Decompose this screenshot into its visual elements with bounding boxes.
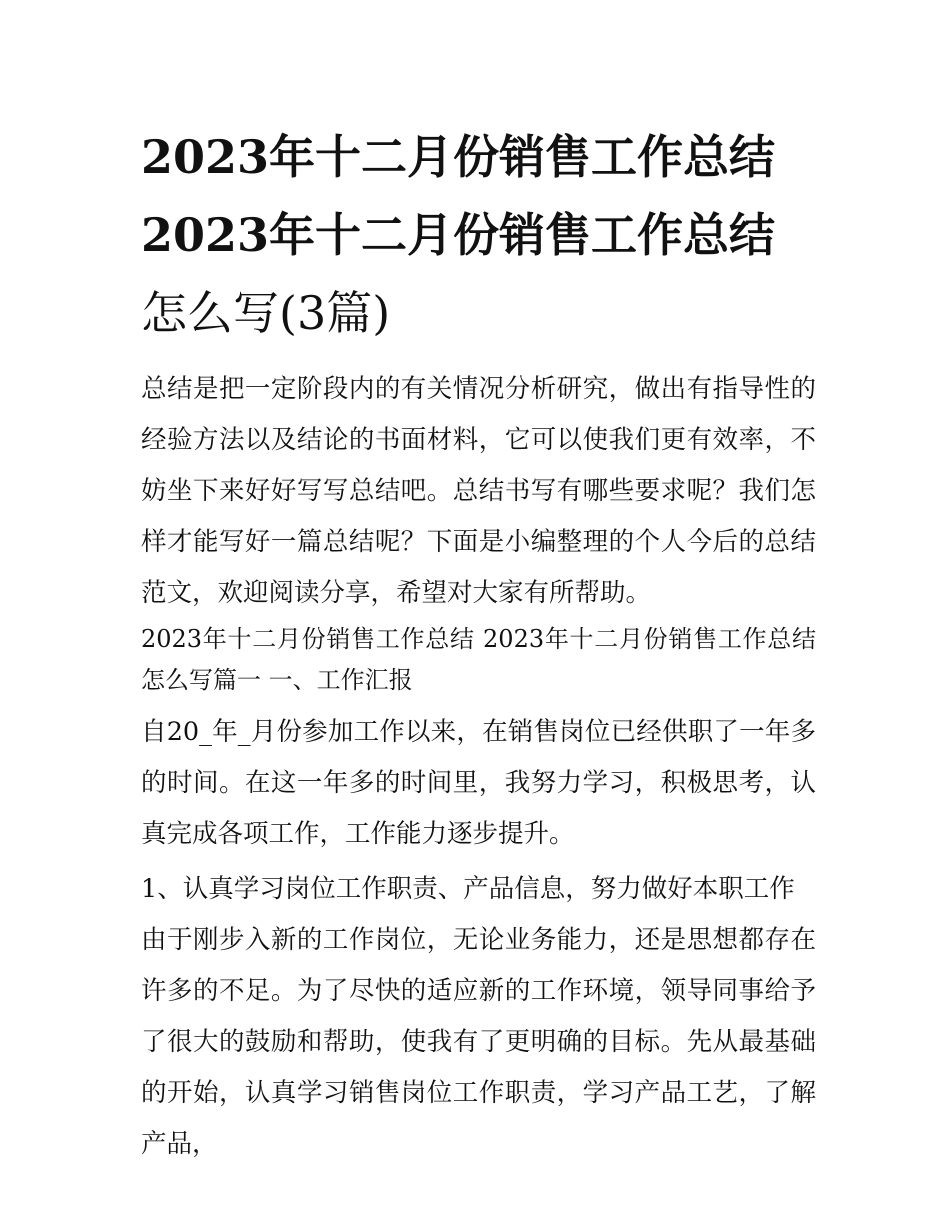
- intro-paragraph: 总结是把一定阶段内的有关情况分析研究，做出有指导性的经验方法以及结论的书面材料，它可以使我们更有效率，不妨坐下来好好写写总结吧。总结书写有哪些要求呢？我们怎样才能写好一篇总结呢？下面是小编整理的个人今后的总结范文，欢迎阅读分享，希望对大家有所帮助。: [141, 374, 816, 608]
- title-line-1: 2023年十二月份销售工作总结: [141, 130, 776, 184]
- paragraph-1: 自20_年_月份参加工作以来，在销售岗位已经供职了一年多的时间。在这一年多的时间里，我努力学习，积极思考，认真完成各项工作，工作能力逐步提升。: [141, 717, 816, 849]
- paragraph-2: 由于刚步入新的工作岗位，无论业务能力，还是思想都存在许多的不足。为了尽快的适应新的工作环境，领导同事给予了很大的鼓励和帮助，使我有了更明确的目标。先从最基础的开始，认真学习销售岗位工作职责，学习产品工艺，了解产品，: [141, 925, 816, 1159]
- document-content: [141, 118, 816, 1170]
- title-line-2: 2023年十二月份销售工作总结: [141, 208, 776, 262]
- section-heading: 2023年十二月份销售工作总结 2023年十二月份销售工作总结怎么写篇一 一、工作汇报: [141, 625, 816, 694]
- document-body: [141, 364, 816, 1170]
- title-line-3: 怎么写(3篇): [141, 286, 391, 340]
- subheading-1: 1、认真学习岗位工作职责、产品信息，努力做好本职工作: [141, 874, 795, 904]
- document-title: [141, 118, 816, 352]
